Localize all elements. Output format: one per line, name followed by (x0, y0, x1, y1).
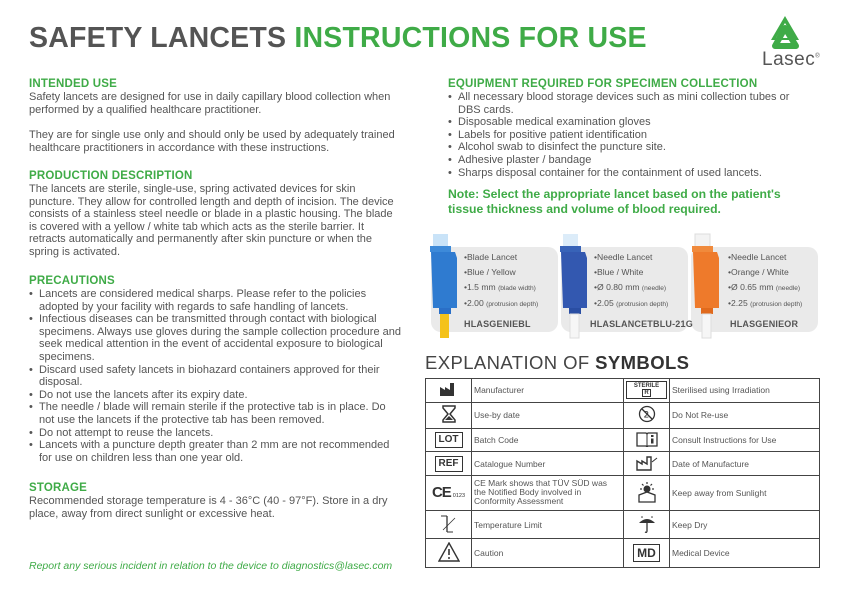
selection-note: Note: Select the appropriate lancet based on the patient's tissue thickness and volume of blood required. (448, 187, 781, 217)
page-title (29, 22, 647, 55)
table-row (426, 510, 820, 539)
list-item: • Lancets with a puncture depth greater than 2 mm are not recommended for use on children less than one year old. (29, 439, 401, 464)
lancet-depth: • 2.25 (protrusion depth) (728, 296, 802, 313)
no-reuse-icon (624, 402, 670, 428)
list-item: • Lancets are considered medical sharps. Please refer to the policies adopted by your facility with regards to safe handling of lancets. (29, 288, 401, 313)
list-item: • Do not use the lancets after its expiry date. (29, 389, 401, 402)
symbol-desc: Sterilised using Irradiation (670, 379, 820, 403)
lancet-depth: • 2.05 (protrusion depth) (594, 296, 668, 313)
lancet-size: • Ø 0.65 mm (needle) (728, 280, 802, 297)
manufacturer-icon (426, 379, 472, 403)
list-item: • Discard used safety lancets in biohazard containers approved for their disposal. (29, 364, 401, 389)
list-item: • Do not attempt to reuse the lancets. (29, 427, 401, 440)
lancet-size: • 1.5 mm (blade width) (464, 280, 538, 297)
hourglass-icon (426, 402, 472, 428)
temperature-limit-icon (426, 510, 472, 539)
table-row (426, 452, 820, 476)
ref-icon: REF (426, 452, 472, 476)
lancet-color: • Blue / White (594, 265, 668, 280)
report-incident-text: Report any serious incident in relation to the device to diagnostics@lasec.com (29, 560, 393, 572)
table-row (426, 402, 820, 428)
list-item: • The needle / blade will remain sterile if the protective tab is in place. Do not use the lancets if the protective tab has been removed. (29, 401, 401, 426)
storage-section (29, 482, 401, 520)
symbol-desc: Consult Instructions for Use (670, 428, 820, 452)
intended-use-para2: They are for single use only and should only be used by adequately trained healthcare practitioners in accordance with these instructions. (29, 129, 395, 154)
lancet-type: • Blade Lancet (464, 250, 538, 265)
precautions-list (29, 288, 401, 464)
logo-text: Lasec® (762, 49, 821, 70)
symbol-desc: Catalogue Number (472, 452, 624, 476)
table-row (426, 428, 820, 452)
list-item: • All necessary blood storage devices such as mini collection tubes or DBS cards. (448, 91, 808, 116)
lancet-type: • Needle Lancet (594, 250, 668, 265)
symbol-desc: Use-by date (472, 402, 624, 428)
list-item: • Infectious diseases can be transmitted through contact with biological specimens. Always use gloves during the sample collection procedure and seek medical attention in the event of accidental exposure to biological specimens. (29, 313, 401, 363)
symbol-desc: Temperature Limit (472, 510, 624, 539)
lot-icon: LOT (426, 428, 472, 452)
list-item: • Labels for positive patient identification (448, 129, 808, 142)
lancet-specs-3 (728, 250, 802, 313)
lancet-specs-1 (464, 250, 538, 313)
table-row (426, 539, 820, 568)
symbol-desc: Manufacturer (472, 379, 624, 403)
production-para: The lancets are sterile, single-use, spring activated devices for skin puncture. They allow for controlled length and depth of incision. The device consists of a stainless steel needle or blade in a plastic housing. The blade is covered with a yellow / white tab which acts as the sterile barrier. It retracts automatically and permanently after skin puncture or when the spring is activated. (29, 183, 394, 258)
book-info-icon (624, 428, 670, 452)
symbols-table (425, 378, 820, 568)
symbol-desc: Keep away from Sunlight (670, 475, 820, 510)
sterile-irradiation-icon: STERILE R (624, 379, 670, 403)
precautions-heading: PRECAUTIONS (29, 275, 115, 287)
equipment-section (448, 78, 808, 217)
production-heading: PRODUCTION DESCRIPTION (29, 170, 193, 182)
production-section (29, 170, 401, 259)
intended-use-para1: Safety lancets are designed for use in daily capillary blood collection when performed by a qualified healthcare practitioner. (29, 91, 391, 116)
ce-mark-icon: CE 0123 (426, 475, 472, 510)
storage-para: Recommended storage temperature is 4 - 36°C (40 - 97°F). Store in a dry place, away from direct sunlight or excessive heat. (29, 495, 388, 520)
lancet-depth: • 2.00 (protrusion depth) (464, 296, 538, 313)
storage-heading: STORAGE (29, 482, 88, 494)
precautions-section (29, 275, 401, 464)
lancet-color: • Blue / Yellow (464, 265, 538, 280)
equipment-list (448, 91, 808, 179)
symbol-desc: Keep Dry (670, 510, 820, 539)
intended-use-heading: INTENDED USE (29, 78, 118, 90)
list-item: • Alcohol swab to disinfect the puncture site. (448, 141, 808, 154)
lancet-code-2: HLASLANCETBLU-21G (590, 319, 693, 329)
lancet-code-1: HLASGENIEBL (464, 319, 531, 329)
lancet-specs-2 (594, 250, 668, 313)
lancet-size: • Ø 0.80 mm (needle) (594, 280, 668, 297)
keep-dry-icon (624, 510, 670, 539)
list-item: • Sharps disposal container for the containment of used lancets. (448, 167, 808, 180)
title-part1: SAFETY LANCETS (29, 22, 287, 54)
title-part2: INSTRUCTIONS FOR USE (294, 22, 647, 54)
caution-icon (426, 539, 472, 568)
table-row (426, 475, 820, 510)
table-row (426, 379, 820, 403)
symbol-desc: Batch Code (472, 428, 624, 452)
date-of-manufacture-icon (624, 452, 670, 476)
keep-from-sunlight-icon (624, 475, 670, 510)
symbol-desc: Date of Manufacture (670, 452, 820, 476)
symbol-desc: Medical Device (670, 539, 820, 568)
list-item: • Disposable medical examination gloves (448, 116, 808, 129)
symbol-desc: Caution (472, 539, 624, 568)
symbols-heading: EXPLANATION OF SYMBOLS (425, 352, 690, 373)
lancet-color: • Orange / White (728, 265, 802, 280)
list-item: • Adhesive plaster / bandage (448, 154, 808, 167)
lancet-code-3: HLASGENIEOR (730, 319, 799, 329)
needle-lancet-orange-icon (689, 232, 727, 340)
lancet-type: • Needle Lancet (728, 250, 802, 265)
intended-use-section (29, 78, 401, 154)
symbol-desc: CE Mark shows that TÜV SÜD was the Notified Body involved in Conformity Assessment (472, 475, 624, 510)
equipment-heading: EQUIPMENT REQUIRED FOR SPECIMEN COLLECTION (448, 78, 758, 90)
md-icon: MD (624, 539, 670, 568)
blade-lancet-icon (427, 232, 465, 340)
svg-text:2: 2 (643, 410, 649, 421)
symbol-desc: Do Not Re-use (670, 402, 820, 428)
